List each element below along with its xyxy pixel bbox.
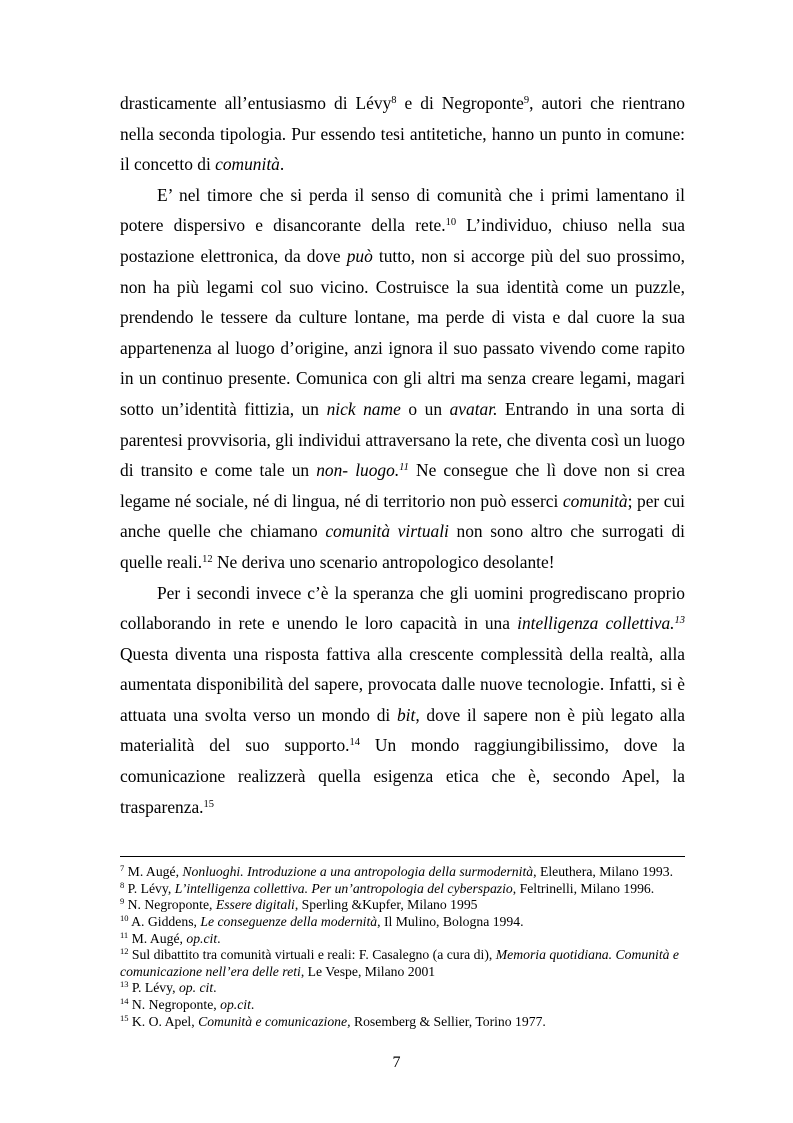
italic-text: comunità: [562, 490, 628, 511]
text-run: , Sperling &Kupfer, Milano 1995: [294, 897, 478, 913]
text-run: M. Augé,: [124, 864, 183, 880]
footnote-number: 11: [120, 929, 129, 940]
text-run: , Feltrinelli, Milano 1996.: [512, 880, 655, 896]
footnotes: [120, 864, 685, 1030]
footnote-number: 9: [120, 896, 125, 907]
footnote-ref: 15: [203, 798, 215, 810]
text-run: ; per cui anche quelle che chiamano: [120, 490, 685, 542]
italic-text: Essere digitali: [215, 897, 295, 913]
text-run: .: [213, 980, 217, 996]
text-run: o un: [400, 398, 450, 419]
text-run: Ne deriva uno scenario antropologico desolante!: [212, 551, 555, 572]
footnote: [120, 997, 685, 1014]
text-run: Entrando in una sorta di parentesi provvisoria, gli individui attraversano la rete, che diventa così un luogo di transito e come tale un: [120, 398, 686, 481]
italic-text: intelligenza collettiva.: [517, 613, 675, 634]
footnote-separator: [120, 856, 685, 857]
footnote: [120, 897, 685, 914]
text-run: Questa diventa una risposta fattiva alla crescente complessità della realtà, alla aumentata disponibilità del sapere, provocata dalle nuove tecnologie. Infatti, si è attuata una svolta verso un mondo di: [120, 643, 685, 725]
italic-text: comunità virtuali: [325, 521, 449, 542]
text-run: K. O. Apel,: [128, 1013, 199, 1029]
footnote: [120, 947, 685, 980]
footnote-ref: 9: [523, 95, 530, 106]
footnote: [120, 931, 685, 948]
text-run: tutto, non si accorge più del suo prossimo, non ha più legami col suo vicino. Costruisce la sua identità come un puzzle, prendendo le tessere da culture lontane, ma perde di vista e dal cuore la sua appartenenza al luogo d’origine, anzi ignora il suo passato vivendo come rapito in un continuo presente. Comunica con gli altri ma senza creare legami, magari sotto un’identità fittizia, un: [120, 245, 685, 419]
footnote-ref: 10: [445, 217, 457, 229]
text-run: N. Negroponte,: [128, 997, 221, 1012]
italic-text: bit,: [396, 704, 420, 725]
footnote: [120, 914, 685, 931]
text-run: Sul dibattito tra comunità virtuali e reali: F. Casalegno (a cura di),: [128, 947, 496, 963]
footnote-number: 10: [120, 913, 129, 924]
text-run: drasticamente all’entusiasmo di Lévy: [120, 93, 392, 113]
text-run: , Il Mulino, Bologna 1994.: [377, 914, 524, 930]
page-content: [120, 88, 685, 1030]
footnote-ref: 8: [391, 95, 397, 106]
italic-text: Nonluoghi. Introduzione a una antropologia della surmodernità: [182, 864, 534, 880]
italic-text: Le conseguenze della modernità: [200, 914, 378, 930]
text-run: .: [279, 154, 285, 175]
footnote: [120, 980, 685, 997]
footnote-ref: 14: [349, 737, 361, 749]
italic-text: non- luogo.: [316, 460, 400, 481]
footnote-number: 14: [120, 996, 129, 1006]
italic-text: comunità: [215, 154, 280, 175]
italic-text: Memoria quotidiana. Comunità e comunicazione nell’era delle reti: [120, 947, 679, 979]
text-run: dove il sapere non è più legato alla materialità del suo supporto.: [120, 704, 686, 756]
text-run: Un mondo raggiungibilissimo, dove la comunicazione realizzerà quella esigenza etica che è, secondo Apel, la trasparenza.: [120, 735, 686, 817]
italic-text: op.cit: [186, 930, 218, 946]
footnote-number: 12: [120, 946, 129, 957]
paragraph: [120, 180, 685, 578]
text-run: .: [217, 930, 221, 946]
footnote-number: 13: [120, 979, 129, 990]
footnote-ref: 13: [674, 615, 685, 627]
text-run: L’individuo, chiuso nella sua postazione elettronica, da dove: [120, 215, 686, 266]
italic-text: nick name: [326, 398, 401, 419]
footnote: [120, 1014, 685, 1031]
footnote-number: 8: [120, 879, 125, 890]
text-run: e di Negroponte: [396, 93, 524, 113]
footnote-number: 15: [120, 1012, 129, 1023]
italic-text: op.cit: [220, 997, 251, 1012]
text-run: M. Augé,: [128, 930, 187, 946]
footnote-ref: 11: [399, 462, 409, 474]
text-run: non sono altro che surrogati di quelle reali.: [120, 521, 685, 572]
paragraph: [120, 578, 685, 823]
text-run: Per i secondi invece c’è la speranza che gli uomini progrediscano proprio collaborando in rete e unendo le loro capacità in una: [120, 582, 685, 634]
page-number: 7: [392, 1054, 401, 1071]
footnote: [120, 864, 685, 881]
text-run: .: [250, 997, 255, 1012]
text-run: P. Lévy,: [128, 980, 179, 996]
text-run: Ne consegue che lì dove non si crea legame né sociale, né di lingua, né di territorio non può esserci: [120, 460, 685, 511]
body-text: [120, 88, 685, 822]
italic-text: avatar.: [449, 398, 498, 419]
paragraph: [120, 88, 685, 180]
italic-text: può: [346, 245, 373, 266]
italic-text: Comunità e comunicazione,: [198, 1013, 351, 1029]
footnote-number: 7: [120, 863, 125, 874]
text-run: , Le Vespe, Milano 2001: [300, 963, 436, 979]
text-run: N. Negroponte,: [124, 897, 216, 913]
italic-text: op. cit: [178, 980, 214, 996]
text-run: A. Giddens,: [128, 914, 201, 930]
text-run: , autori che rientrano nella seconda tipologia. Pur essendo tesi antitetiche, hanno un punto in comune: il concetto di: [120, 93, 685, 175]
text-run: , Eleuthera, Milano 1993.: [533, 864, 673, 880]
footnote-ref: 12: [202, 553, 213, 565]
text-run: E’ nel timore che si perda il senso di comunità che i primi lamentano il potere dispersivo e disancorante della rete.: [120, 184, 685, 236]
footnote: [120, 881, 685, 898]
text-run: P. Lévy,: [124, 880, 175, 896]
text-run: Rosemberg & Sellier, Torino 1977.: [350, 1013, 546, 1029]
italic-text: L’intelligenza collettiva. Per un’antropologia del cyberspazio: [174, 880, 513, 896]
